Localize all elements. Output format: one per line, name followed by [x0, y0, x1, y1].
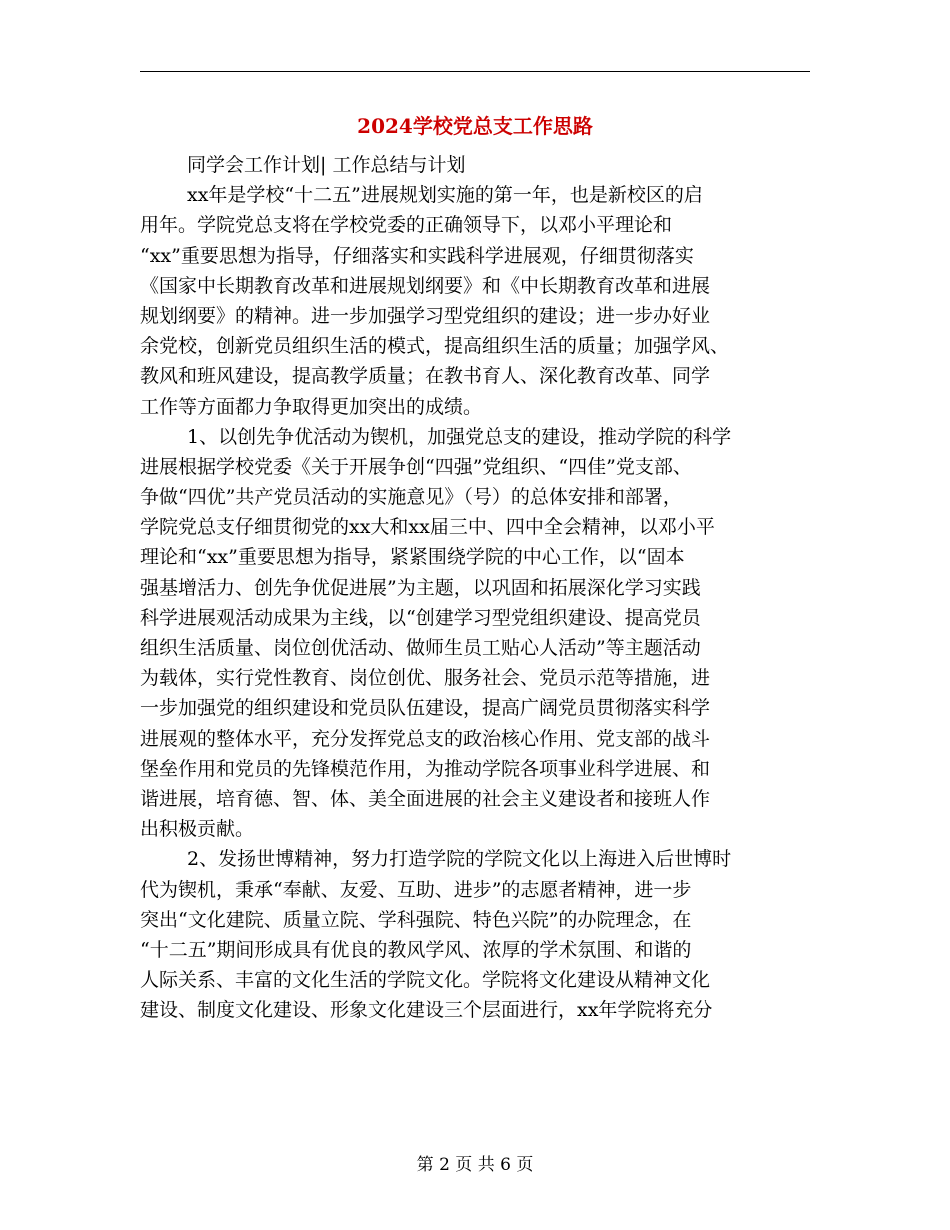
- body-line: 一步加强党的组织建设和党员队伍建设，提高广阔党员贯彻落实科学: [140, 697, 711, 720]
- body-line: 组织生活质量、岗位创优活动、做师生员工贴心人活动”等主题活动: [140, 637, 701, 659]
- body-line: 2、发扬世博精神，努力打造学院的学院文化以上海进入后世博时: [187, 848, 732, 871]
- body-line: 用年。学院党总支将在学校党委的正确领导下，以邓小平理论和: [140, 214, 673, 237]
- body-line: xx年是学校“十二五”进展规划实施的第一年，也是新校区的启: [187, 184, 703, 207]
- body-line: 科学进展观活动成果为主线，以“创建学习型党组织建设、提高党员: [140, 606, 701, 629]
- body-line: 工作等方面都力争取得更加突出的成绩。: [140, 395, 483, 418]
- body-line: 进展根据学校党委《关于开展争创“四强”党组织、“四佳”党支部、: [140, 455, 692, 478]
- body-line: 堡垒作用和党员的先锋模范作用，为推动学院各项事业科学进展、和: [140, 757, 711, 780]
- header-rule: [140, 71, 810, 72]
- document-body: [140, 150, 810, 1025]
- body-line: 代为锲机，秉承“奉献、友爱、互助、进步”的志愿者精神，进一步: [140, 878, 692, 901]
- body-line: 学院党总支仔细贯彻党的xx大和xx届三中、四中全会精神，以邓小平: [140, 516, 715, 539]
- body-line: 《国家中长期教育改革和进展规划纲要》和《中长期教育改革和进展: [140, 274, 711, 297]
- body-line: 建设、制度文化建设、形象文化建设三个层面进行，xx年学院将充分: [140, 999, 713, 1022]
- document-title: 2024学校党总支工作思路: [357, 114, 593, 138]
- body-line: 教风和班风建设，提高教学质量；在教书育人、深化教育改革、同学: [140, 365, 711, 388]
- body-line: “xx”重要思想为指导，仔细落实和实践科学进展观，仔细贯彻落实: [140, 244, 694, 267]
- body-line: 突出“文化建院、质量立院、学科强院、特色兴院”的办院理念，在: [140, 908, 692, 931]
- body-line: 规划纲要》的精神。进一步加强学习型党组织的建设；进一步办好业: [140, 304, 711, 327]
- body-line: 人际关系、丰富的文化生活的学院文化。学院将文化建设从精神文化: [140, 969, 711, 992]
- body-line: 余党校，创新党员组织生活的模式，提高组织生活的质量；加强学风、: [140, 335, 730, 358]
- page-footer: 第 2 页 共 6 页: [416, 1155, 534, 1175]
- body-line: 为载体，实行党性教育、岗位创优、服务社会、党员示范等措施，进: [140, 667, 711, 690]
- body-line: 1、以创先争优活动为锲机，加强党总支的建设，推动学院的科学: [187, 425, 732, 448]
- body-line: 强基增活力、创先争优促进展”为主题，以巩固和拓展深化学习实践: [140, 576, 701, 599]
- body-line: “十二五”期间形成具有优良的教风学风、浓厚的学术氛围、和谐的: [140, 938, 692, 961]
- body-line: 理论和“xx”重要思想为指导，紧紧围绕学院的中心工作，以“固本: [140, 546, 685, 569]
- body-line: 争做“四优”共产党员活动的实施意见》（号）的总体安排和部署，: [140, 486, 682, 509]
- body-line: 同学会工作计划| 工作总结与计划: [187, 154, 466, 176]
- body-line: 谐进展，培育德、智、体、美全面进展的社会主义建设者和接班人作: [140, 787, 711, 810]
- body-line: 进展观的整体水平，充分发挥党总支的政治核心作用、党支部的战斗: [140, 727, 711, 750]
- body-line: 出积极贡献。: [140, 818, 255, 841]
